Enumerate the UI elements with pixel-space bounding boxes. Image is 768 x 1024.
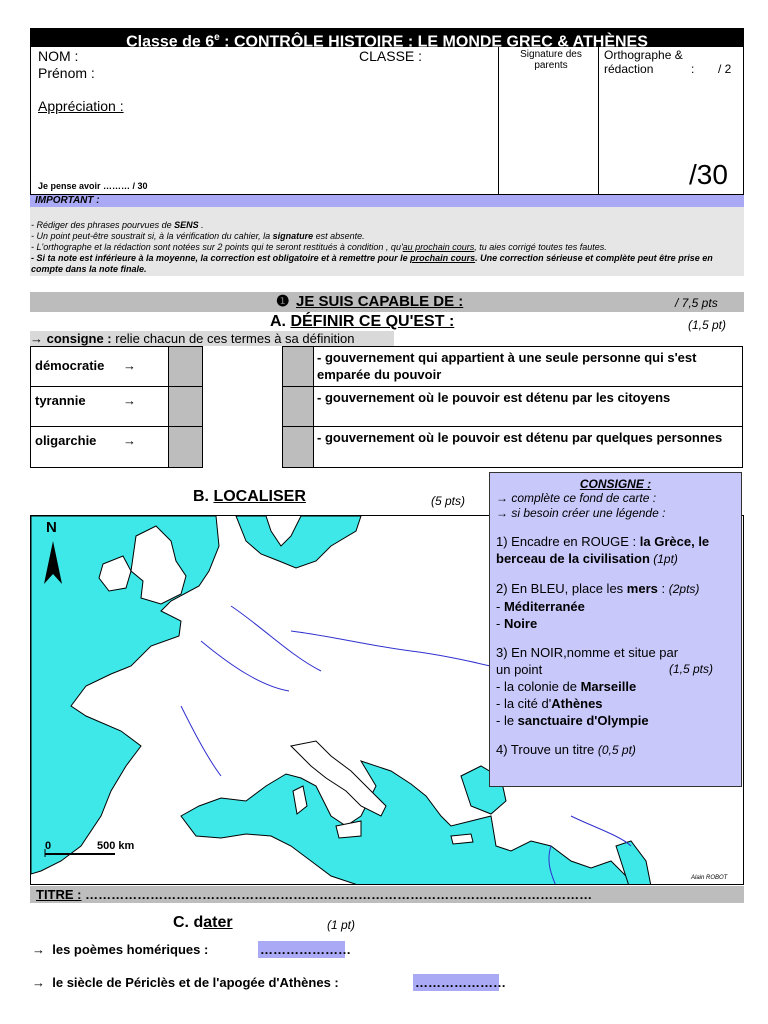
nom-label: NOM : bbox=[38, 48, 79, 64]
orthographe-score: / 2 bbox=[718, 62, 732, 76]
scale-label: 500 km bbox=[97, 840, 135, 852]
part-c-points: (1 pt) bbox=[327, 918, 356, 932]
definition-cell: - gouvernement où le pouvoir est détenu par quelques personnes bbox=[313, 426, 743, 468]
answer-box[interactable] bbox=[282, 346, 314, 387]
answer-box[interactable] bbox=[282, 426, 314, 468]
date-question-1: → les poèmes homériques : bbox=[32, 942, 209, 957]
answer-box[interactable] bbox=[168, 426, 203, 468]
total-score: /30 bbox=[689, 159, 728, 190]
consigne-line: → si besoin créer une légende : bbox=[496, 506, 666, 520]
answer-box[interactable] bbox=[168, 346, 203, 387]
signature-label: Signature des parents bbox=[520, 49, 582, 71]
baltic-sea bbox=[236, 516, 361, 568]
note-line: - Si ta note est inférieure à la moyenne, la correction est obligatoire et à remettre pour le prochain cours. Une correction sérieuse et complète peut être prise en compte dans la note finale. bbox=[31, 253, 713, 274]
part-a-title: A. DÉFINIR CE QU'EST : bbox=[270, 313, 455, 330]
term-cell-tyrannie: tyrannie → bbox=[30, 386, 169, 427]
classe-label: CLASSE : bbox=[359, 48, 423, 64]
north-label: N bbox=[46, 519, 57, 536]
part-b-points: (5 pts) bbox=[431, 494, 466, 508]
date-answer-2[interactable]: ………………… bbox=[415, 975, 506, 990]
consigne-athenes: - la cité d'Athènes bbox=[496, 696, 603, 711]
student-info-box bbox=[30, 47, 744, 195]
map-author: Alain ROBOT bbox=[691, 875, 728, 881]
part-b-title: B. LOCALISER bbox=[193, 488, 306, 505]
consigne-line: → complète ce fond de carte : bbox=[496, 491, 657, 505]
consigne-item-3-line2: un point (1,5 pts) bbox=[496, 662, 714, 677]
island bbox=[451, 834, 473, 844]
prenom-label: Prénom : bbox=[38, 65, 95, 81]
note-line: - Un point peut-être soustrait si, à la vérification du cahier, la signature est absente. bbox=[31, 231, 365, 241]
answer-box[interactable] bbox=[282, 386, 314, 427]
consigne-item-4: 4) Trouve un titre (0,5 pt) bbox=[496, 742, 636, 757]
consigne-box bbox=[489, 472, 742, 787]
consigne-item-1: 1) Encadre en ROUGE : la Grèce, le berceau de la civilisation (1pt) bbox=[496, 534, 710, 566]
answer-box[interactable] bbox=[168, 386, 203, 427]
important-notes bbox=[30, 207, 744, 276]
note-line: - Rédiger des phrases pourvues de SENS . bbox=[31, 220, 204, 230]
consigne-item-2: 2) En BLEU, place les mers : (2pts) bbox=[496, 581, 700, 596]
section-bullet: ❶ bbox=[276, 293, 290, 310]
definition-cell: - gouvernement où le pouvoir est détenu par les citoyens bbox=[313, 386, 743, 427]
consigne-olympie: - le sanctuaire d'Olympie bbox=[496, 713, 649, 728]
important-heading: IMPORTANT : bbox=[30, 195, 744, 207]
section-points: / 7,5 pts bbox=[675, 296, 718, 310]
orthographe-label-line1: Orthographe & bbox=[604, 48, 683, 62]
self-estimate-label: Je pense avoir ……… / 30 bbox=[38, 181, 148, 191]
orthographe-label-line2: rédaction bbox=[604, 62, 654, 76]
scale-zero: 0 bbox=[45, 840, 52, 852]
definition-cell: - gouvernement qui appartient à une seule personne qui s'est emparée du pouvoir bbox=[313, 346, 743, 387]
date-answer-1[interactable]: ………………… bbox=[260, 942, 351, 957]
titre-field[interactable]: TITRE : ……………………………………………………………………………………………………… bbox=[30, 886, 744, 903]
consigne-marseille: - la colonie de Marseille bbox=[496, 679, 637, 694]
section-header bbox=[30, 292, 744, 312]
page-title: Classe de 6e : CONTRÔLE HISTOIRE : LE MONDE GREC & ATHÈNES bbox=[30, 28, 744, 47]
consigne-sea-2: - Noire bbox=[496, 616, 538, 631]
consigne-sea-1: - Méditerranée bbox=[496, 599, 585, 614]
part-a-consigne: → consigne : relie chacun de ces termes à sa définition bbox=[30, 331, 394, 346]
consigne-item-3: 3) En NOIR,nomme et situe par bbox=[496, 645, 679, 660]
section-title: JE SUIS CAPABLE DE : bbox=[296, 293, 464, 310]
date-question-2: → le siècle de Périclès et de l'apogée d'Athènes : bbox=[32, 975, 339, 990]
note-line: - L'orthographe et la rédaction sont notées sur 2 points qui te seront restitués à condition , qu'au prochain cours, tu aies corrigé toutes tes fautes. bbox=[31, 242, 607, 252]
term-cell-oligarchie: oligarchie → bbox=[30, 426, 169, 468]
consigne-title: CONSIGNE : bbox=[579, 477, 652, 491]
orthographe-colon: : bbox=[691, 62, 695, 76]
appreciation-label: Appréciation : bbox=[38, 98, 124, 114]
term-cell-democratie: démocratie → bbox=[30, 346, 169, 387]
part-c-title: C. dater bbox=[173, 914, 233, 931]
part-a-points: (1,5 pt) bbox=[688, 318, 727, 332]
